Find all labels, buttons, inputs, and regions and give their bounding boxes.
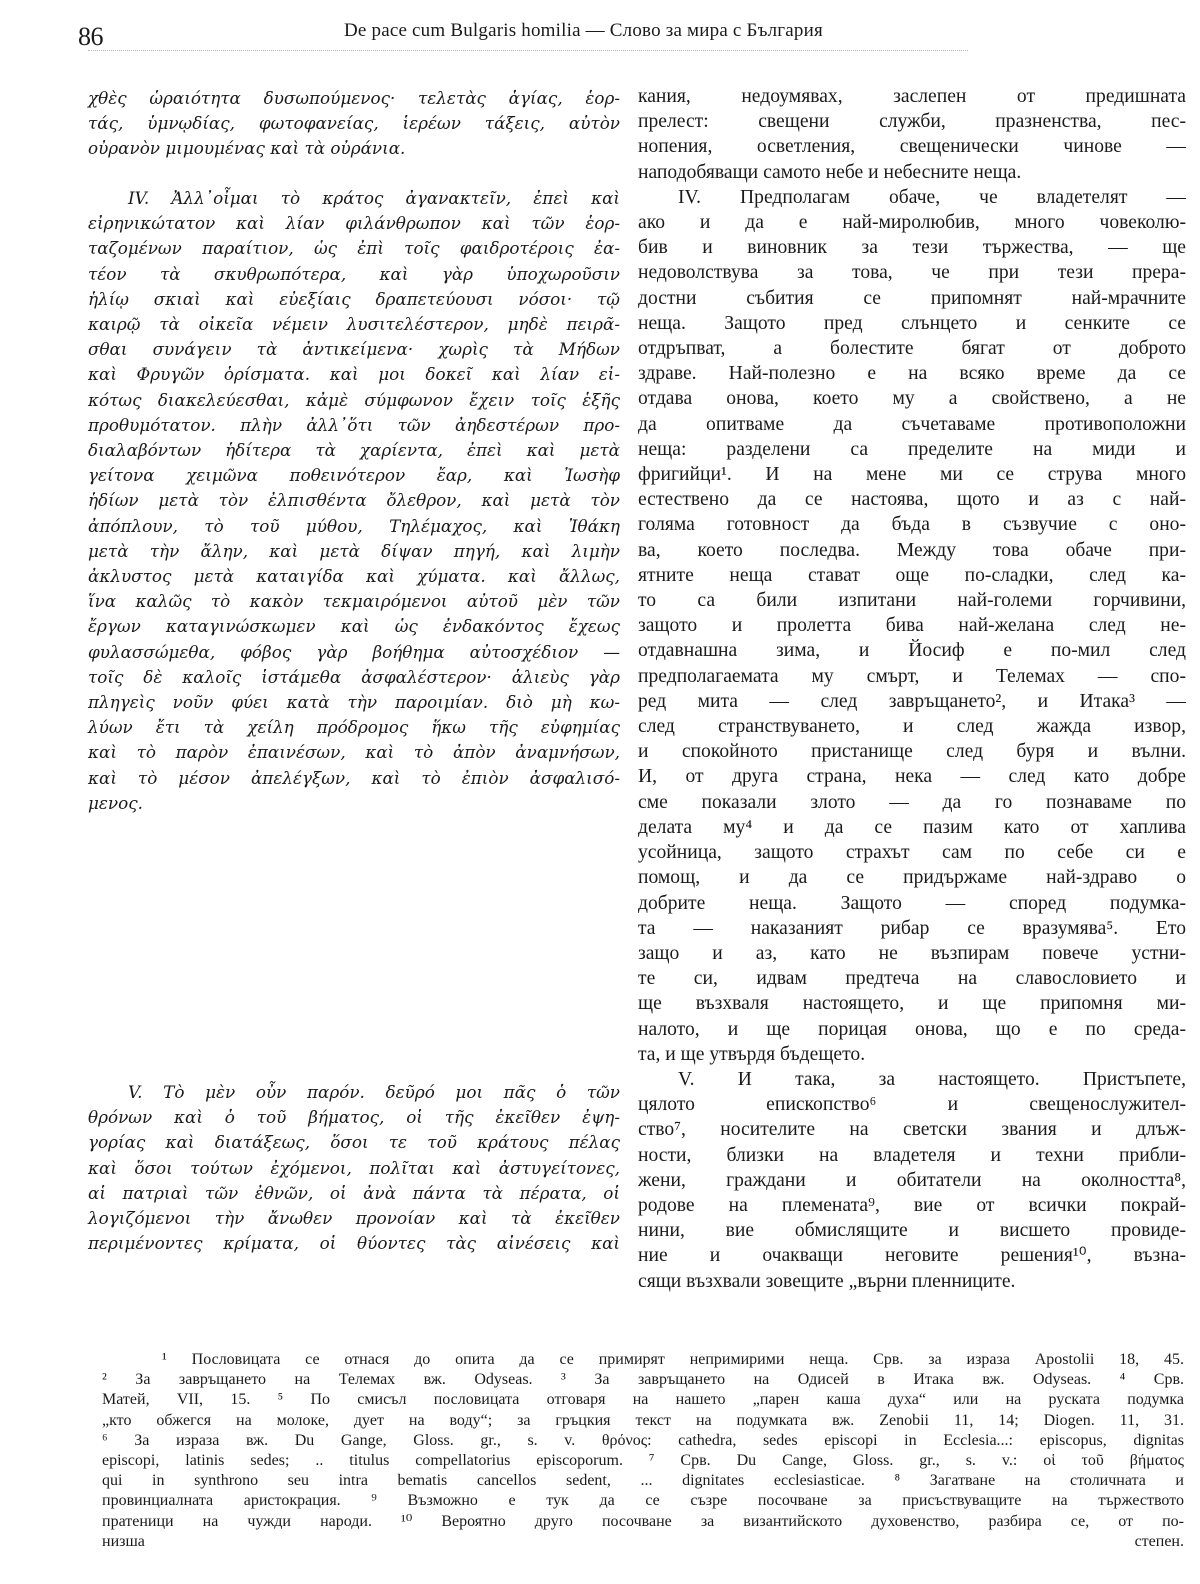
footnote-line: низша степен. <box>102 1532 1184 1550</box>
greek-text-line: ἀπόπλουν, τὸ τοῦ μύθου, Τηλέμαχος, καὶ Ἰθάκη <box>88 515 620 536</box>
greek-text-line: καὶ τὸ μέσον ἀπελέγξων, καὶ τὸ ἐπιὸν ἀσφαλισό- <box>88 767 620 788</box>
bulgarian-text-line: помощ, и да се придържаме най-здраво о <box>638 867 1186 889</box>
footnote-line: qui in synthrono seu intra bematis cancellos sedent, ... dignitates ecclesiasticae. ⁸ Загатване на столичната и <box>102 1472 1184 1490</box>
bulgarian-text-line: бив и виновник за тези тържества, — ще <box>638 237 1186 259</box>
bulgarian-text-line: отдавнашна зима, и Йосиф е по-мил след <box>638 640 1186 662</box>
footnotes <box>102 1350 1184 1552</box>
bulgarian-text-line: неща: разделени са пределите на миди и <box>638 438 1186 460</box>
bulgarian-text-line: ако и да е най-миролюбив, много човеколю- <box>638 212 1186 234</box>
bulgarian-text-line: да опитваме да съчетаваме противоположни <box>638 413 1186 435</box>
footnote-line: пратеници на чужди народи. ¹⁰ Вероятно друго посочване за византийското духовенство, разбира се, от по- <box>102 1512 1184 1530</box>
bulgarian-text-line: те си, идвам предтеча на славословието и <box>638 968 1186 990</box>
bulgarian-text-line: налото, и ще порицая онова, що е по среда- <box>638 1018 1186 1040</box>
greek-paragraph-v <box>88 1080 620 1256</box>
greek-text-line: καιρῷ τὰ οἰκεῖα νέμειν λυσιτελέστερον, μηδὲ πειρᾶ- <box>88 314 620 335</box>
bulgarian-translation-column <box>638 84 1186 1294</box>
bulgarian-text-line: та — наказаният рибар се вразумява⁵. Ето <box>638 917 1186 939</box>
bulgarian-text-line: ство⁷, носителите на светски звания и длъж- <box>638 1119 1186 1141</box>
bulgarian-text-line: то са били изпитани най-големи горчивини, <box>638 590 1186 612</box>
bulgarian-text-line: голяма готовност да бъда в съзвучие с оно- <box>638 514 1186 536</box>
greek-text-line: λύων ἔτι τὰ χείλη πρόδρομος ἥκω τῆς εὐφημίας <box>88 717 620 738</box>
bulgarian-text-line: защо и аз, като не възпирам повече устни- <box>638 942 1186 964</box>
greek-text-line: ἵνα καλῶς τὸ κακὸν τεκμαιρόμενοι αὐτοῦ μὲν τῶν <box>88 591 620 612</box>
bulgarian-text-line: IV. Предполагам обаче, че владетелят — <box>678 186 1186 208</box>
greek-text-line: θρόνων καὶ ὁ τοῦ βήματος, οἱ τῆς ἐκεῖθεν ἐψη- <box>88 1107 620 1128</box>
bulgarian-text-line: родове на племената⁹, вие от всички покрай- <box>638 1194 1186 1216</box>
bulgarian-text-line: ности, близки на владетеля и техни прибли- <box>638 1144 1186 1166</box>
greek-text-line: IV. Ἀλλ᾽οἶμαι τὸ κράτος ἀγανακτεῖν, ἐπεὶ καὶ <box>128 188 620 208</box>
footnote-line: ⁶ За израза вж. Du Gange, Gloss. gr., s. v. θρόνος: cathedra, sedes episcopi in Ecclesia...: episcopus, dignitas <box>102 1431 1184 1449</box>
greek-text-line: περιμένοντες κρίματα, οἱ θύοντες τὰς αἰνέσεις καὶ <box>88 1233 620 1254</box>
footnote-line: провинциалната аристокрация. ⁹ Възможно е тук да се съзре посочване за присъствуващите на тържеството <box>102 1492 1184 1510</box>
greek-text-line: αἱ πατριαὶ τῶν ἐθνῶν, οἱ ἀνὰ πάντα τὰ πέρατα, οἱ <box>88 1182 620 1203</box>
greek-text-line: καὶ ὅσοι τούτων ἐχόμενοι, πολῖται καὶ ἀστυγείτονες, <box>88 1157 620 1178</box>
page-number: 86 <box>78 22 103 51</box>
greek-text-line: εἰρηνικώτατον καὶ λίαν φιλάνθρωπον καὶ τῶν ἑορ- <box>88 213 620 234</box>
bulgarian-text-line: нини, вие обмислящите и висшето провиде- <box>638 1220 1186 1242</box>
greek-text-line: φυλασσώμεθα, φόβος γὰρ βοήθημα αὐτοσχέδιον — <box>88 641 620 662</box>
greek-text-line: μετὰ τὴν ἄλην, καὶ μετὰ δίψαν πηγή, καὶ λιμὴν <box>88 540 620 561</box>
greek-text-line: καὶ τὸ παρὸν ἐπαινέσων, καὶ τὸ ἀπὸν ἀναμνήσων, <box>88 742 620 763</box>
greek-paragraph-iv <box>88 186 620 816</box>
bulgarian-text-line: усойница, защото страхът сам по себе си е <box>638 842 1186 864</box>
bulgarian-text-line: нопения, осветления, свещенически чинове — <box>638 136 1186 158</box>
bulgarian-text-line: фригийци¹. И на мене ми се струва много <box>638 464 1186 486</box>
bulgarian-text-line: жени, граждани и обитатели на околността⁸, <box>638 1169 1186 1191</box>
greek-text-line: V. Τὸ μὲν οὖν παρόν. δεῦρό μοι πᾶς ὁ τῶν <box>128 1082 620 1102</box>
greek-text-line: οὐρανὸν μιμουμένας καὶ τὰ οὐράνια. <box>88 138 406 159</box>
footnote-line: Матей, VII, 15. ⁵ По смисъл пословицата отговаря на нашето „парен каша духа“ или на руската подумка <box>102 1391 1184 1409</box>
page-header <box>78 14 1180 54</box>
bulgarian-text-line: естествено да се настоява, щото и аз с най- <box>638 489 1186 511</box>
footnote-line: „кто обжегся на молоке, дует на воду“; за гръцкия текст на подумката вж. Zenobii 11, 14; Diogen. 11, 31. <box>102 1411 1184 1429</box>
greek-text-line: διαλαβόντων ἡδίτερα τὰ χαρίεντα, ἐπεὶ καὶ μετὰ <box>88 440 620 461</box>
bulgarian-text-line: достни събития се припомнят най-мрачните <box>638 287 1186 309</box>
greek-text-line: πληγεὶς νοῦν φύει κατὰ τὴν παροιμίαν. διὸ μὴ κω- <box>88 692 620 713</box>
greek-paragraph-iii-end <box>88 86 620 162</box>
greek-text-line: ἔργων καταγινώσκωμεν καὶ ὡς ἐνδακόντος ἔχεως <box>88 616 620 637</box>
bulgarian-text-line: здраве. Най-полезно е на всяко време да се <box>638 363 1186 385</box>
bulgarian-text-line: и спокойното пристанище след буря и вълни. <box>638 741 1186 763</box>
bulgarian-text-line: И, от друга страна, нека — след като добре <box>638 766 1186 788</box>
footnote-line: ² За завръщането на Телемах вж. Odyseas. ³ За завръщането на Одисей в Итака вж. Odyseas. ⁴ Срв. <box>102 1371 1184 1389</box>
header-rule <box>88 50 968 51</box>
bulgarian-text-line: ще възхваля настоящето, и ще припомня ми- <box>638 993 1186 1015</box>
bulgarian-text-line: ред мита — след завръщането², и Итака³ — <box>638 690 1186 712</box>
greek-text-line: σθαι συνάγειν τὰ ἀντικείμενα· χωρὶς τὰ Μήδων <box>88 339 620 360</box>
greek-text-line: ἡδίων μετὰ τὸν ἐλπισθέντα ὄλεθρον, καὶ μετὰ τὸν <box>88 490 620 511</box>
greek-text-line: γείτονα χειμῶνα ποθεινότερον ἔαρ, καὶ Ἰωσὴφ <box>88 465 620 486</box>
footnote-line: ¹ Пословицата се отнася до опита да се примирят непримирими неща. Срв. за израза Apostolii 18, 45. <box>162 1351 1184 1368</box>
bulgarian-text-line: неща. Защото пред слънцето и сенките се <box>638 312 1186 334</box>
bulgarian-text-line: ва, което последва. Между това обаче при- <box>638 539 1186 561</box>
greek-text-line: ἡλίῳ σκιαὶ καὶ εὐεξίαις δραπετεύουσι νόσοι· τῷ <box>88 288 620 309</box>
bulgarian-text-line: след странствуването, и след жажда извор, <box>638 716 1186 738</box>
greek-text-line: τοῖς δὲ καλοῖς ἱστάμεθα ἀσφαλέστερον· ἁλιεὺς γὰρ <box>88 666 620 687</box>
greek-text-line: χθὲς ὡραιότητα δυσωπούμενος· τελετὰς ἁγίας, ἑορ- <box>88 88 620 108</box>
bulgarian-text-line: прелест: свещени служби, празненства, пес- <box>638 111 1186 133</box>
bulgarian-text-line: ятните неща стават още по-сладки, след ка- <box>638 564 1186 586</box>
bulgarian-text-line: отдава онова, което му а свойствено, а не <box>638 388 1186 410</box>
bulgarian-text-line: добрите неща. Защото — според подумка- <box>638 892 1186 914</box>
greek-text-line: μενος. <box>88 792 143 813</box>
greek-text-line: γορίας καὶ διατάξεως, ὅσοι τε τοῦ κράτους πέλας <box>88 1132 620 1153</box>
bulgarian-text-line: предполагаемата му смърт, и Телемах — спо- <box>638 665 1186 687</box>
bulgarian-text-line: сме показали злото — да го познаваме по <box>638 791 1186 813</box>
greek-text-line: ἀκλυστος μετὰ καταιγίδα καὶ χύματα. καὶ ἄλλως, <box>88 566 620 587</box>
greek-text-line: ταζομένων παραίτιον, ὡς ἐπὶ τοῖς φαιδροτέροις ἐα- <box>88 238 620 259</box>
bulgarian-text-line: та, и ще утвърдя бъдещето. <box>638 1043 866 1065</box>
bulgarian-text-line: наподобяващи самото небе и небесните неща. <box>638 161 1022 183</box>
bulgarian-text-line: делата му⁴ и да се пазим като от хаплива <box>638 816 1186 838</box>
bulgarian-text-line: кания, недоумявах, заслепен от предишната <box>638 86 1186 107</box>
bulgarian-text-line: отдръпват, а болестите бягат от доброто <box>638 338 1186 360</box>
bulgarian-text-line: V. И така, за настоящето. Пристъпете, <box>678 1068 1186 1090</box>
greek-text-line: προθυμότατον. πλὴν ἀλλ᾽ὅτι τῶν ἀηδεστέρων προ- <box>88 414 620 435</box>
running-title: De pace cum Bulgaris homilia — Слово за мира с България <box>344 20 823 41</box>
bulgarian-text-line: защото и пролетта бива най-желана след не- <box>638 615 1186 637</box>
bulgarian-text-line: ние и очакващи неговите решения¹⁰, възна- <box>638 1245 1186 1267</box>
bulgarian-text-line: сящи възхвали зовещите „върни пленниците. <box>638 1270 1016 1292</box>
bulgarian-text-line: цялото епископство⁶ и свещенослужител- <box>638 1094 1186 1116</box>
greek-text-line: καὶ Φρυγῶν ὁρίσματα. καὶ μοι δοκεῖ καὶ λίαν εἰ- <box>88 364 620 385</box>
greek-text-line: τάς, ὑμνῳδίας, φωτοφανείας, ἱερέων τάξεις, αὐτὸν <box>88 113 620 134</box>
bulgarian-text-line: недоволствува за това, че при тези прера- <box>638 262 1186 284</box>
greek-text-line: λογιζόμενοι τὴν ἄνωθεν προνοίαν καὶ τὰ ἐκεῖθεν <box>88 1208 620 1229</box>
greek-text-line: τέον τὰ σκυθρωπότερα, καὶ γὰρ ὑποχωροῦσιν <box>88 263 620 284</box>
greek-text-line: κότως διακελεύεσθαι, κἀμὲ σύμφωνον ἔχειν τοῖς ἑξῆς <box>88 389 620 410</box>
footnote-line: episcopi, latinis sedes; .. titulus compellatorius episcoporum. ⁷ Срв. Du Cange, Gloss. gr., s. v.: οἱ τοῦ βήματος <box>102 1452 1184 1470</box>
